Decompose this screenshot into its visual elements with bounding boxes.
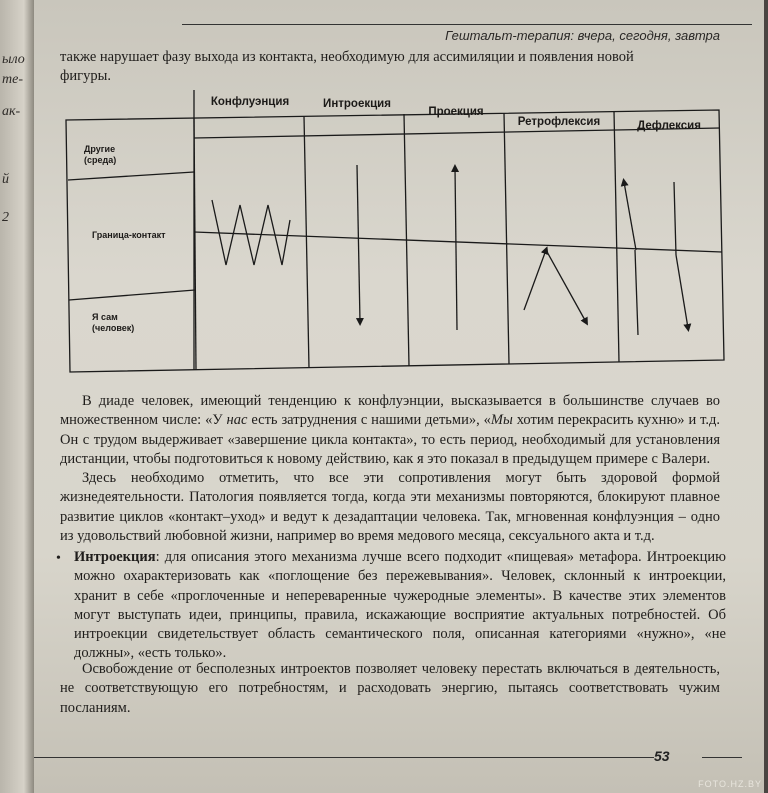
deflexion-arrow-up	[624, 182, 636, 250]
intro-text	[60, 48, 702, 86]
paragraph-pathology: Здесь необходимо отметить, что все эти сопротивления могут быть здоровой формой жизнедеятельности. Патология появляется тогда, когда эти механизмы повторяются, блокируют плавное развитие циклов «контакт–уход» и ведут к дезадаптации человека. Так, мгновенная конфлуэнция – одно из удовольствий любовной жизни, например во время медового месяца, сексуального акта и т.д.	[60, 470, 720, 545]
row-label-boundary: Граница-контакт	[92, 230, 166, 240]
col-header-retroflexion: Ретрофлексия	[517, 116, 601, 128]
previous-page-edge	[0, 0, 34, 793]
bullet-body: : для описания этого механизма лучше всего подходит «пищевая» метафора. Интроекцию можно охарактеризовать как «поглощение без пережевывания». Человек, склонный к интроекции, хранит в себе «проглоченные и непереваренные чужеродные элементы». В качестве этих элементов могут выступать идеи, принципы, правила, искажающие восприятие актуальных потребностей. Об интроекции свидетельствует область семантического поля, описанная категориями «нужно», «не должны», «есть только».	[74, 549, 726, 662]
col-header-introjection: Интроекция	[323, 98, 391, 110]
bullet-dot: •	[56, 551, 61, 566]
introjection-arrow	[357, 165, 360, 322]
prev-page-fragment: 2	[2, 210, 9, 225]
deflexion-line	[635, 250, 638, 335]
deflexion-line-2	[674, 182, 676, 255]
book-page	[34, 0, 764, 793]
paragraph-final: Освобождение от бесполезных интроектов позволяет человеку перестать включаться в деятельность, не соответствующую его потребностям, и расходовать энергию, пытаясь соответствовать чужим посланиям.	[60, 661, 720, 716]
resistance-diagram	[54, 90, 744, 390]
prev-page-fragment: ыло	[2, 52, 25, 67]
intro-line-2: фигуры.	[60, 68, 111, 84]
prev-page-fragment: ак-	[2, 104, 21, 119]
bullet-term: Интроекция	[74, 549, 156, 565]
projection-arrow	[455, 168, 457, 330]
retroflexion-arrow-up	[524, 250, 546, 310]
retroflexion-arrow-down	[546, 250, 586, 322]
row-label-others: Другие (среда)	[84, 144, 117, 165]
watermark: FOTO.HZ.BY	[698, 779, 762, 789]
bullet-introjection	[56, 548, 726, 664]
col-header-deflexion: Дефлексия	[637, 120, 701, 132]
page-number: 53	[654, 748, 670, 764]
deflexion-arrow-down	[676, 255, 688, 328]
col-header-confluence: Конфлуэнция	[210, 96, 290, 108]
footer-rule	[34, 757, 654, 758]
running-head: Гештальт-терапия: вчера, сегодня, завтра	[445, 28, 720, 43]
paragraph-confluence: В диаде человек, имеющий тенденцию к конфлуэнции, высказывается в большинстве случаев во множественном числе: «У нас есть затруднения с нашими детьми», «Мы хотим перекрасить кухню» и т.д. Он с трудом выдерживает «завершение цикла контакта», то есть период, необходимый для установления дистанции, чтобы подготовиться к новому действию, как я это показал в предыдущем примере с Валери. Здесь необходимо отметить, что все эти сопротивления могут быть здоровой формой жизнедеятельности. Патология появляется тогда, когда эти механизмы повторяются, блокируют плавное развитие циклов «контакт–уход» и ведут к дезадаптации человека. Так, мгновенная конфлуэнция – одно из удовольствий любовной жизни, например во время медового месяца, сексуального акта и т.д.	[60, 392, 720, 546]
intro-line-1: также нарушает фазу выхода из контакта, необходимую для ассимиляции и появления новой	[60, 49, 634, 65]
header-rule	[182, 24, 752, 25]
prev-page-fragment: й	[2, 172, 9, 187]
footer-dash	[702, 757, 742, 758]
table-frame	[66, 110, 724, 372]
col-header-projection: Проекция	[428, 106, 484, 118]
row-label-self: Я сам (человек)	[92, 312, 135, 333]
prev-page-fragment: тe-	[2, 72, 23, 87]
